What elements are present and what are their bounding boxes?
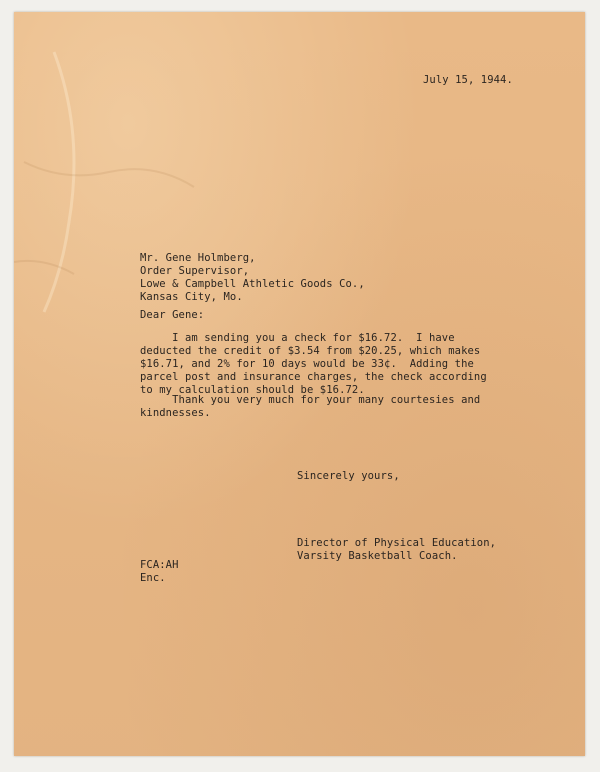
- letter-paper: [14, 12, 585, 756]
- body-line: I am sending you a check for $16.72. I have: [140, 332, 455, 344]
- signature-line: Varsity Basketball Coach.: [297, 550, 458, 562]
- signature-block: [297, 537, 496, 563]
- initials-line: FCA:AH: [140, 559, 179, 571]
- address-line: Kansas City, Mo.: [140, 291, 243, 303]
- body-paragraph: [140, 332, 487, 397]
- recipient-address: [140, 252, 365, 304]
- signature-line: Director of Physical Education,: [297, 537, 497, 549]
- body-line: $16.71, and 2% for 10 days would be 33¢. Adding the: [140, 358, 474, 370]
- address-line: Order Supervisor,: [140, 265, 250, 277]
- initials-line: Enc.: [140, 572, 166, 584]
- reference-initials: [140, 559, 179, 585]
- thanks-paragraph: [140, 394, 480, 420]
- thanks-line: Thank you very much for your many courtesies and: [140, 394, 481, 406]
- salutation: Dear Gene:: [140, 309, 205, 321]
- thanks-line: kindnesses.: [140, 407, 211, 419]
- letter-date: July 15, 1944.: [423, 74, 513, 86]
- address-line: Mr. Gene Holmberg,: [140, 252, 256, 264]
- closing: Sincerely yours,: [297, 470, 400, 482]
- body-line: parcel post and insurance charges, the check according: [140, 371, 487, 383]
- body-line: deducted the credit of $3.54 from $20.25, which makes: [140, 345, 481, 357]
- body-line: to my calculation should be $16.72.: [140, 384, 365, 396]
- address-line: Lowe & Campbell Athletic Goods Co.,: [140, 278, 365, 290]
